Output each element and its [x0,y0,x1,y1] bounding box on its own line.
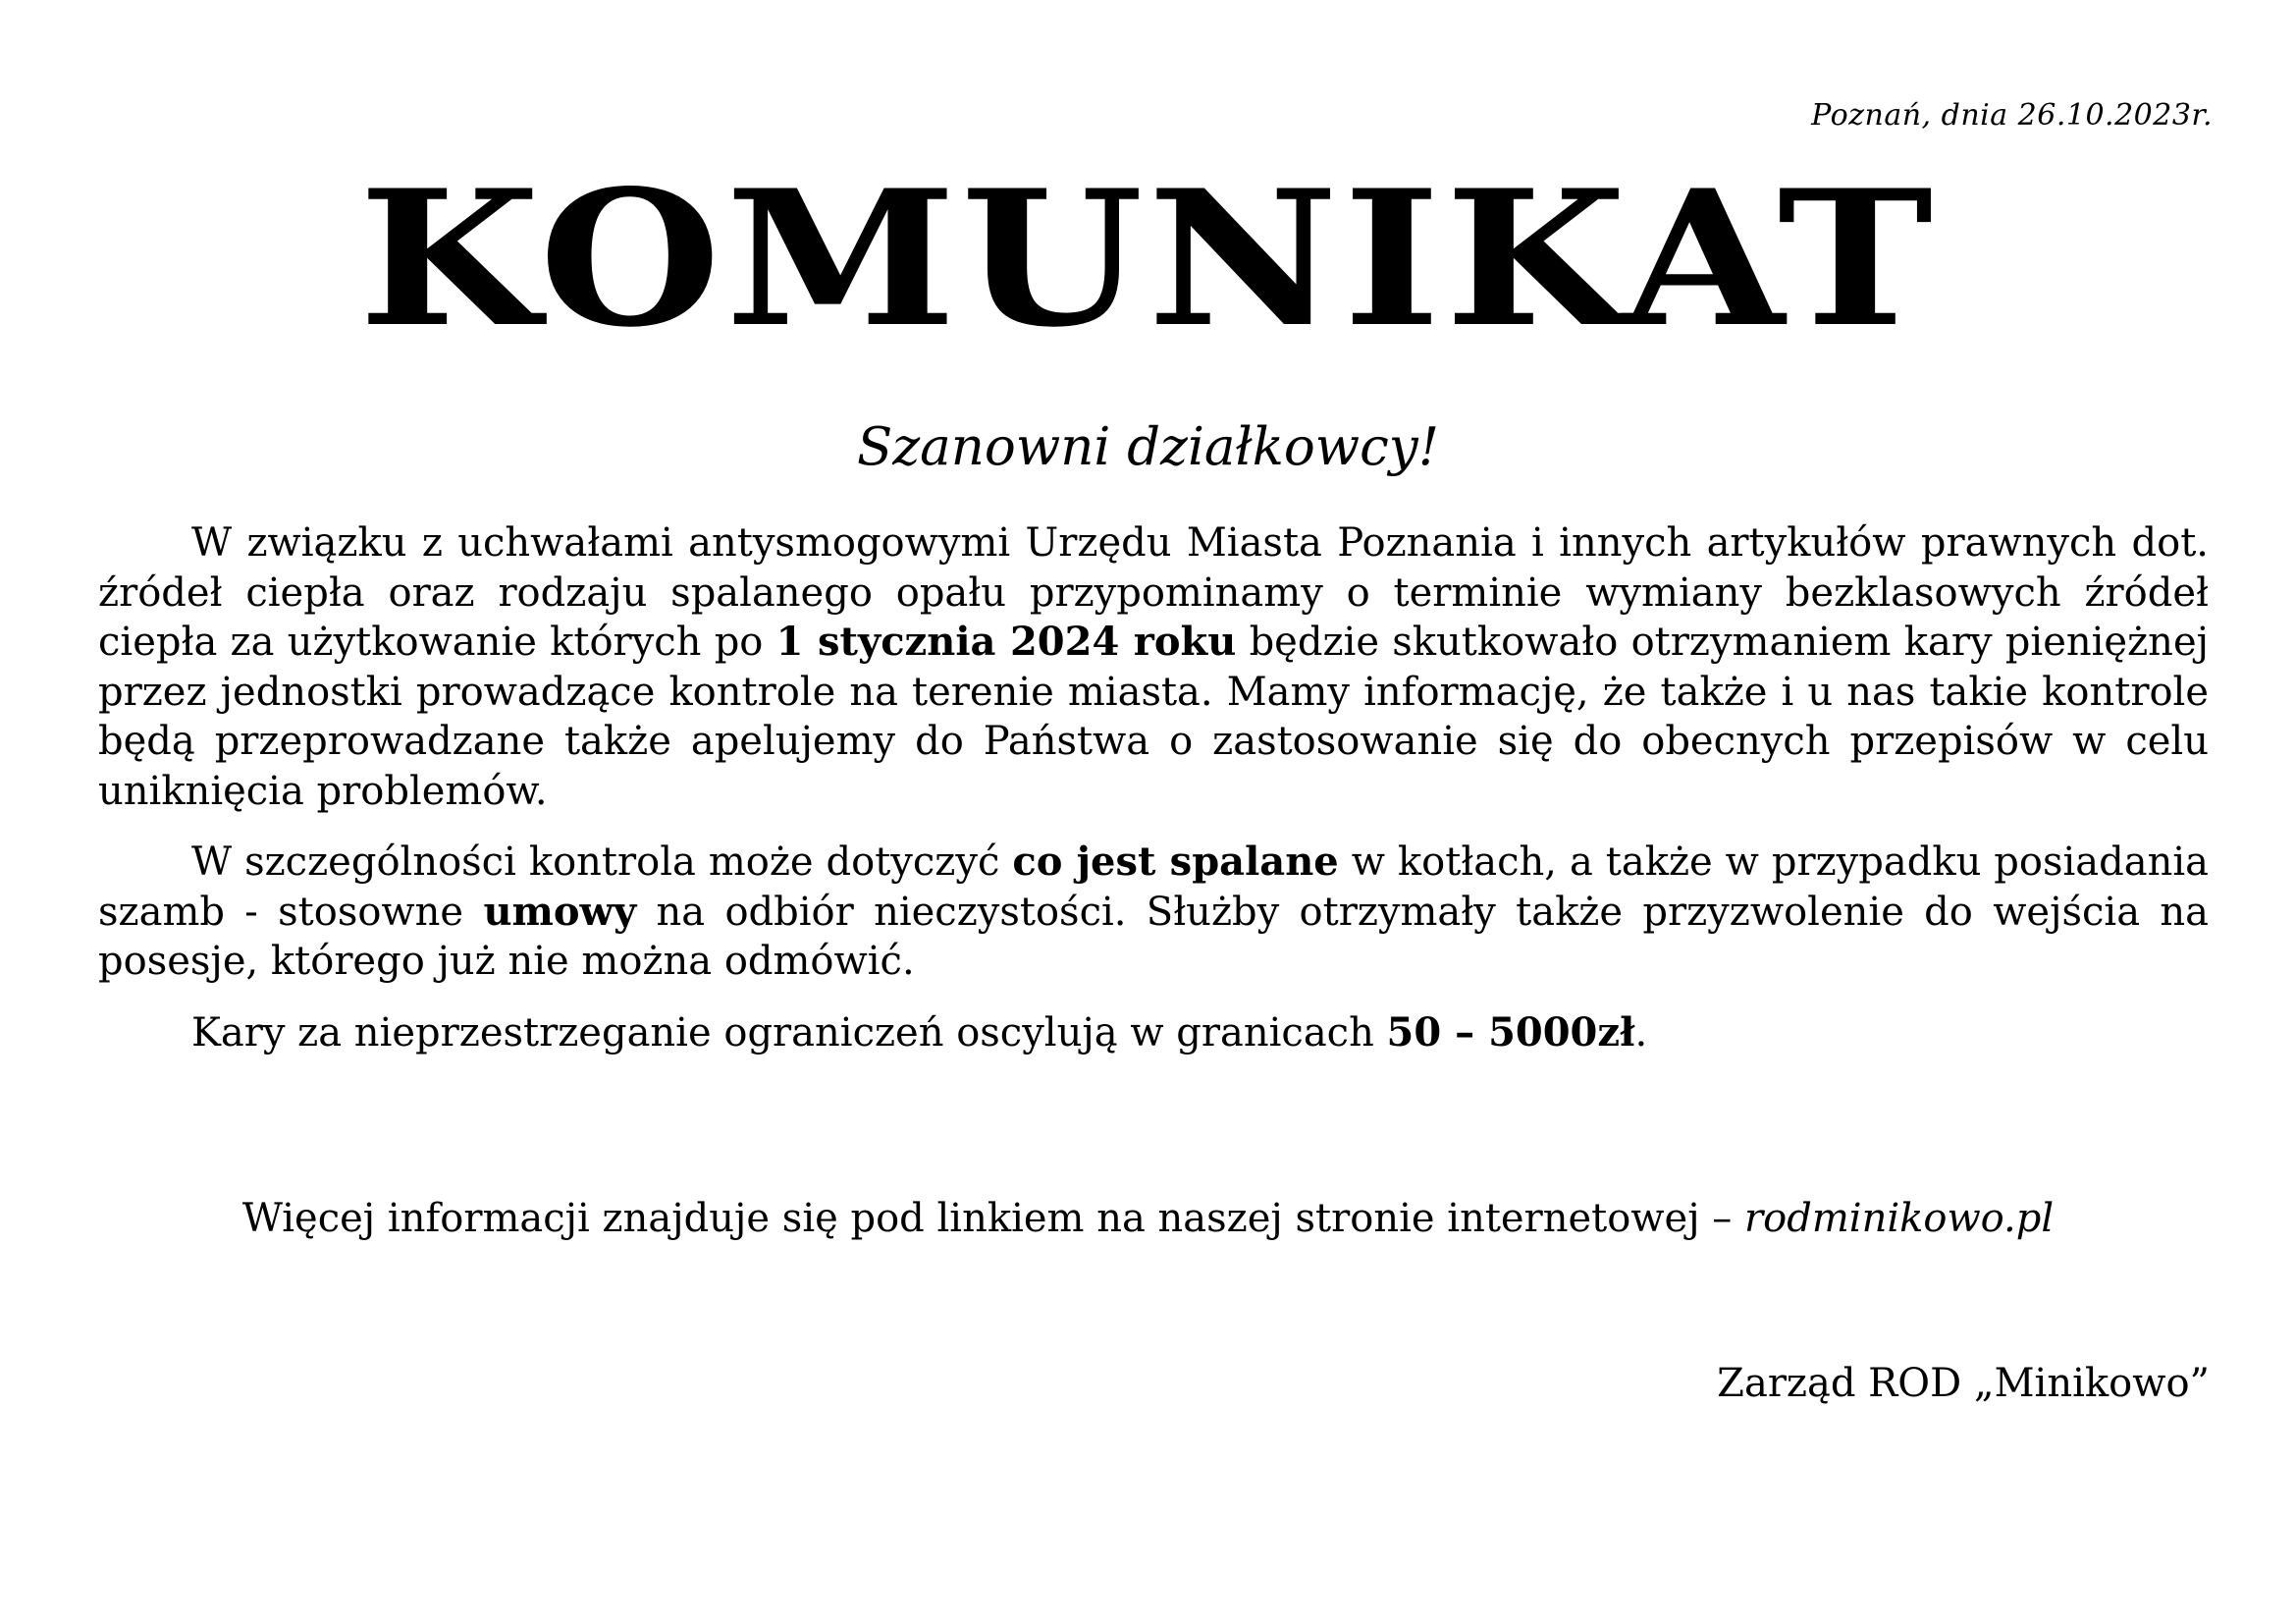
paragraph-text: Kary za nieprzestrzeganie ograniczeń oscylują w granicach [191,1009,1387,1056]
emphasis-contracts: umowy [483,888,637,935]
deadline-date: 1 stycznia 2024 roku [775,619,1237,665]
paragraph-inspection [98,838,2209,987]
salutation: Szanowni działkowcy! [856,417,1440,477]
paragraph-text: W szczególności kontrola może dotyczyć [191,839,1013,885]
paragraph-text: W związku z uchwałami antysmogowymi Urzędu Miasta Poznania i innych artykułów prawnych dot. źródeł ciepła oraz rodzaju spalanego opału przypominamy o terminie wymiany bezklasowych źródeł ciepła za użytkowanie których po [98,520,2209,665]
paragraph-text: będzie skutkowało otrzymaniem kary pieniężnej przez jednostki prowadzące kontrole na terenie miasta. Mamy informację, że także i u nas takie kontrole będą przeprowadzane także apelujemy do Państwa o zastosowanie się do obecnych przepisów w celu uniknięcia problemów. [98,620,2210,814]
paragraph-penalties [98,1008,2209,1058]
emphasis-burned: co jest spalane [1012,839,1339,885]
penalty-range: 50 – 5000zł [1386,1008,1635,1056]
page-title: KOMUNIKAT [358,149,1938,368]
more-info [0,1194,2296,1243]
website-link[interactable]: rodminikowo.pl [1744,1196,2055,1241]
paragraph-text: . [1634,1009,1648,1056]
paragraph-text: w kotłach, a także w przypadku posiadania szamb - stosowne [98,839,2210,935]
paragraph-regulations [98,518,2209,816]
paragraph-text: na odbiór nieczystości. Służby otrzymały także przyzwolenie do wejścia na posesje, którego już nie można odmówić. [98,889,2210,984]
document-date: Poznań, dnia 26.10.2023r. [1811,98,2213,133]
signature: Zarząd ROD „Minikowo” [1717,1361,2210,1406]
more-info-text: Więcej informacji znajduje się pod linkiem na naszej stronie internetowej – [241,1196,1745,1241]
notice-body [98,518,2209,1079]
